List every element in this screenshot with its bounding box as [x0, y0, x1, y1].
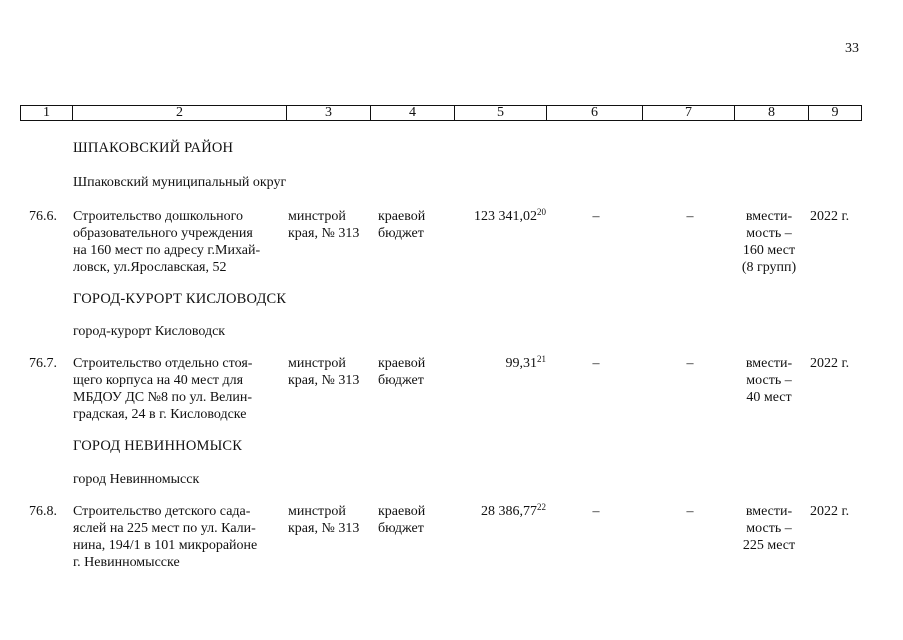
- footnote-marker: 21: [537, 354, 546, 364]
- description-line: яслей на 225 мест по ул. Кали-: [73, 521, 256, 536]
- col7-dash: –: [686, 504, 694, 519]
- column-header-9: 9: [809, 106, 862, 121]
- capacity-line: мость –: [746, 521, 792, 536]
- item-number: 76.6.: [29, 209, 57, 224]
- capacity-line: вмести-: [745, 356, 793, 371]
- description-line: г. Невинномысске: [73, 555, 180, 570]
- description-line: ловск, ул.Ярославская, 52: [73, 260, 227, 275]
- col6-dash: –: [592, 356, 600, 371]
- district-heading: ГОРОД-КУРОРТ КИСЛОВОДСК: [73, 291, 287, 307]
- column-header-5: 5: [455, 106, 547, 121]
- municipality-heading: город Невинномысск: [73, 472, 200, 487]
- completion-year: 2022 г.: [810, 504, 850, 519]
- completion-year: 2022 г.: [810, 209, 850, 224]
- funding-source: [378, 503, 440, 537]
- capacity-cell: [734, 208, 804, 276]
- responsible-body-line: края, № 313: [288, 226, 360, 241]
- amount-cell: [448, 208, 546, 225]
- description-line: МБДОУ ДС №8 по ул. Велин-: [73, 390, 253, 405]
- amount-value: 99,31: [505, 356, 537, 371]
- column-number-header: [20, 105, 862, 121]
- amount-cell: [448, 503, 546, 520]
- col7-dash: –: [686, 356, 694, 371]
- funding-source: [378, 355, 440, 389]
- item-number: 76.8.: [29, 504, 57, 519]
- responsible-body-line: минстрой: [288, 504, 346, 519]
- column-header-1: 1: [21, 106, 73, 121]
- footnote-marker: 22: [537, 502, 546, 512]
- funding-source: [378, 208, 440, 242]
- responsible-body-line: края, № 313: [288, 521, 360, 536]
- page-number: 33: [845, 41, 859, 56]
- item-description: [73, 208, 280, 276]
- description-line: щего корпуса на 40 мест для: [73, 373, 244, 388]
- responsible-body-line: минстрой: [288, 209, 346, 224]
- capacity-line: (8 групп): [741, 260, 797, 275]
- capacity-line: мость –: [746, 226, 792, 241]
- capacity-line: 225 мест: [742, 538, 796, 553]
- capacity-line: 160 мест: [742, 243, 796, 258]
- capacity-cell: [734, 355, 804, 406]
- capacity-line: 40 мест: [746, 390, 792, 405]
- funding-source-line: краевой: [378, 209, 426, 224]
- description-line: на 160 мест по адресу г.Михай-: [73, 243, 261, 258]
- description-line: образовательного учреждения: [73, 226, 253, 241]
- capacity-line: мость –: [746, 373, 792, 388]
- item-number: 76.7.: [29, 356, 57, 371]
- description-line: Строительство отдельно стоя-: [73, 356, 253, 371]
- funding-source-line: бюджет: [378, 226, 424, 241]
- responsible-body-line: края, № 313: [288, 373, 360, 388]
- municipality-heading: город-курорт Кисловодск: [73, 324, 226, 339]
- municipality-heading: Шпаковский муниципальный округ: [73, 175, 287, 190]
- footnote-marker: 20: [537, 207, 546, 217]
- column-header-3: 3: [287, 106, 371, 121]
- district-heading: ШПАКОВСКИЙ РАЙОН: [73, 140, 234, 156]
- responsible-body-line: минстрой: [288, 356, 346, 371]
- responsible-body: [288, 355, 374, 389]
- amount-value: 123 341,02: [474, 209, 537, 224]
- item-description: [73, 355, 280, 423]
- description-line: Строительство детского сада-: [73, 504, 251, 519]
- column-header-6: 6: [547, 106, 643, 121]
- description-line: Строительство дошкольного: [73, 209, 244, 224]
- capacity-cell: [734, 503, 804, 554]
- completion-year: 2022 г.: [810, 356, 850, 371]
- district-heading: ГОРОД НЕВИННОМЫСК: [73, 438, 243, 454]
- column-header-7: 7: [643, 106, 735, 121]
- funding-source-line: краевой: [378, 504, 426, 519]
- column-header-8: 8: [735, 106, 809, 121]
- description-line: градская, 24 в г. Кисловодске: [73, 407, 247, 422]
- description-line: нина, 194/1 в 101 микрорайоне: [73, 538, 258, 553]
- responsible-body: [288, 503, 374, 537]
- capacity-line: вмести-: [745, 504, 793, 519]
- col7-dash: –: [686, 209, 694, 224]
- responsible-body: [288, 208, 374, 242]
- capacity-line: вмести-: [745, 209, 793, 224]
- funding-source-line: бюджет: [378, 373, 424, 388]
- item-description: [73, 503, 280, 571]
- amount-value: 28 386,77: [481, 504, 537, 519]
- amount-cell: [448, 355, 546, 372]
- column-header-2: 2: [73, 106, 287, 121]
- column-header-4: 4: [371, 106, 455, 121]
- col6-dash: –: [592, 504, 600, 519]
- col6-dash: –: [592, 209, 600, 224]
- funding-source-line: краевой: [378, 356, 426, 371]
- funding-source-line: бюджет: [378, 521, 424, 536]
